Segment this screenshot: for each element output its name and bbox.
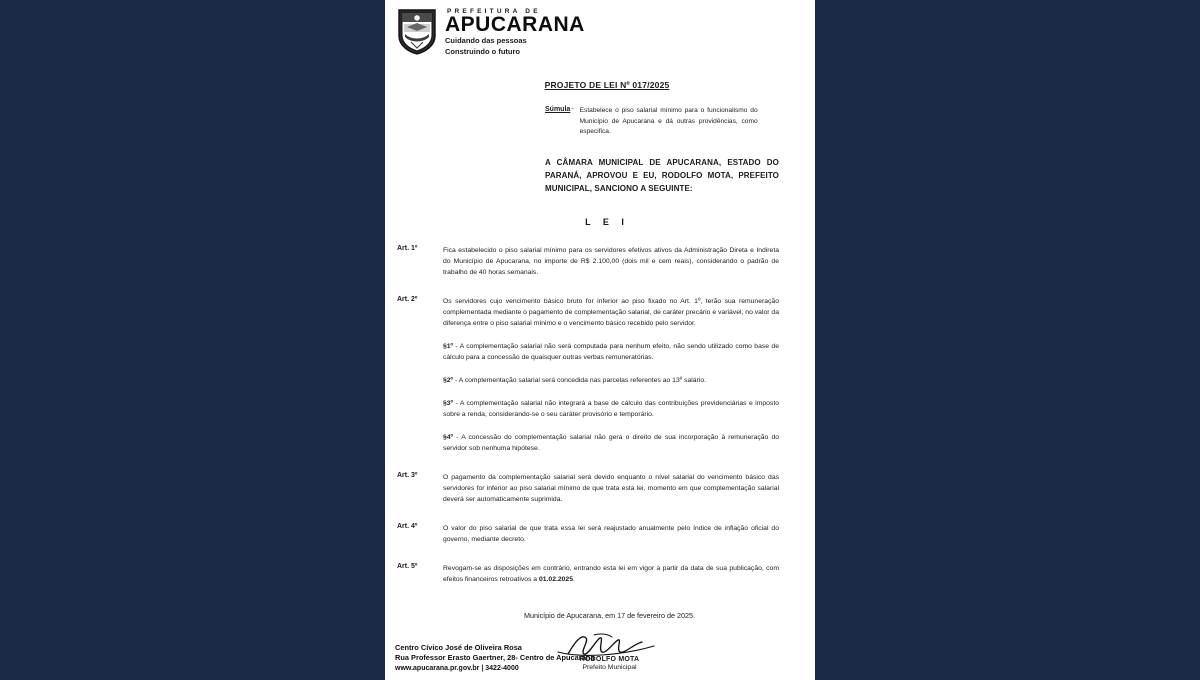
paragraph-2-text: - A complementação salarial será concedida nas parcelas referentes ao 13º salário. bbox=[453, 376, 707, 384]
article-1-label: Art. 1º bbox=[397, 244, 418, 252]
paragraph-4-symbol: §4º bbox=[443, 433, 454, 441]
footer-line-3[interactable]: www.apucarana.pr.gov.br | 3422-4000 bbox=[395, 664, 519, 672]
article-2-text: Os servidores cujo vencimento básico bruto for inferior ao piso fixado no Art. 1º, terão sua remuneração complementada mediante o pagamento de complementação salarial, de caráter precário e variável, no valor da diferença entre o piso salarial mínimo e o vencimento básico recebido pelo servidor. bbox=[443, 297, 779, 327]
paragraph-3 bbox=[443, 398, 779, 420]
article-5-retroactive-date: 01.02.2025 bbox=[538, 575, 573, 583]
paragraph-1-text: - A complementação salarial não será computada para nenhum efeito, não sendo utilizado como base de cálculo para a concessão de quaisquer outras verbas remuneratórias. bbox=[443, 342, 779, 361]
article-1 bbox=[395, 245, 779, 278]
paragraph-3-symbol: §3º bbox=[443, 399, 454, 407]
paragraph-2-symbol: §2º bbox=[443, 376, 454, 384]
document-footer bbox=[385, 643, 815, 675]
signatory-name: RODOLFO MOTA bbox=[579, 655, 640, 663]
footer-line-2: Rua Professor Erasto Gaertner, 28- Centro de Apucarana bbox=[395, 653, 595, 662]
lei-heading: L E I bbox=[585, 216, 629, 227]
signatory-role: Prefeito Municipal bbox=[582, 663, 637, 671]
coat-of-arms-icon bbox=[395, 6, 439, 56]
document-page bbox=[385, 0, 815, 680]
footer-line-1: Centro Cívico José de Oliveira Rosa bbox=[395, 642, 522, 652]
sumula-text: Estabelece o piso salarial mínimo para o funcionalismo do Município de Apucarana e dá outras providências, como especifica. bbox=[579, 107, 758, 135]
document-header bbox=[385, 0, 815, 56]
article-5-label: Art. 5º bbox=[397, 562, 418, 570]
paragraph-2 bbox=[443, 375, 779, 386]
article-4-text: O valor do piso salarial de que trata essa lei será reajustado anualmente pelo índice de inflação oficial do governo, mediante decreto. bbox=[443, 524, 779, 543]
paragraph-3-text: - A complementação salarial não integrará a base de cálculo das contribuições previdenciárias e imposto sobre a renda, considerando-se o seu caráter provisório e temporário. bbox=[443, 399, 779, 418]
closing-line: Município de Apucarana, em 17 de fevereiro de 2025. bbox=[523, 610, 695, 620]
article-5 bbox=[395, 563, 779, 585]
sumula-arrow: - bbox=[571, 106, 574, 113]
article-2 bbox=[395, 296, 779, 329]
prefecture-label: PREFEITURA DE bbox=[447, 8, 541, 15]
paragraph-1 bbox=[443, 341, 779, 363]
paragraph-4 bbox=[443, 432, 779, 454]
document-title: PROJETO DE LEI Nº 017/2025 bbox=[544, 80, 670, 90]
sumula-label: Súmula bbox=[545, 106, 571, 113]
article-5-text bbox=[443, 563, 779, 585]
paragraph-4-text: - A concessão do complementação salarial não gera o direito de sua incorporação à remuneração do servidor sob nenhuma hipótese. bbox=[443, 433, 779, 452]
article-4 bbox=[395, 523, 779, 545]
article-5-text-before: Revogam-se as disposições em contrário, entrando esta lei em vigor a partir da data de sua publicação, com efeitos financeiros retroativos a bbox=[443, 564, 779, 583]
slogan-line-2: Construindo o futuro bbox=[445, 46, 520, 56]
article-4-label: Art. 4º bbox=[397, 522, 418, 530]
article-1-text: Fica estabelecido o piso salarial mínimo para os servidores efetivos ativos da Administração Direta e Indireta do Município de Apucarana, no importe de R$ 2.100,00 (dois mil e cem reais), considerando o padrão de trabalho de 40 horas semanais. bbox=[443, 246, 779, 276]
sumula-block bbox=[395, 106, 779, 138]
article-3-label: Art. 3º bbox=[397, 471, 418, 479]
article-2-label: Art. 2º bbox=[397, 295, 418, 303]
document-body bbox=[385, 56, 815, 671]
slogan-line-1: Cuidando das pessoas bbox=[445, 36, 527, 45]
article-3-text: O pagamento da complementação salarial será devido enquanto o nível salarial do vencimento básico das servidores for inferior ao piso salarial mínimo de que trata esta lei, momento em que complementação salarial deverá ser automaticamente suprimida. bbox=[443, 473, 779, 503]
brand-text bbox=[445, 6, 585, 56]
paragraph-1-symbol: §1º bbox=[443, 342, 454, 350]
article-3 bbox=[395, 472, 779, 505]
article-5-text-after: . bbox=[573, 575, 575, 583]
preamble-text: A CÂMARA MUNICIPAL DE APUCARANA, ESTADO DO PARANÁ, APROVOU E EU, RODOLFO MOTA, PREFEITO MUNICIPAL, SANCIONO A SEGUINTE: bbox=[545, 157, 779, 193]
city-name: APUCARANA bbox=[445, 13, 585, 36]
